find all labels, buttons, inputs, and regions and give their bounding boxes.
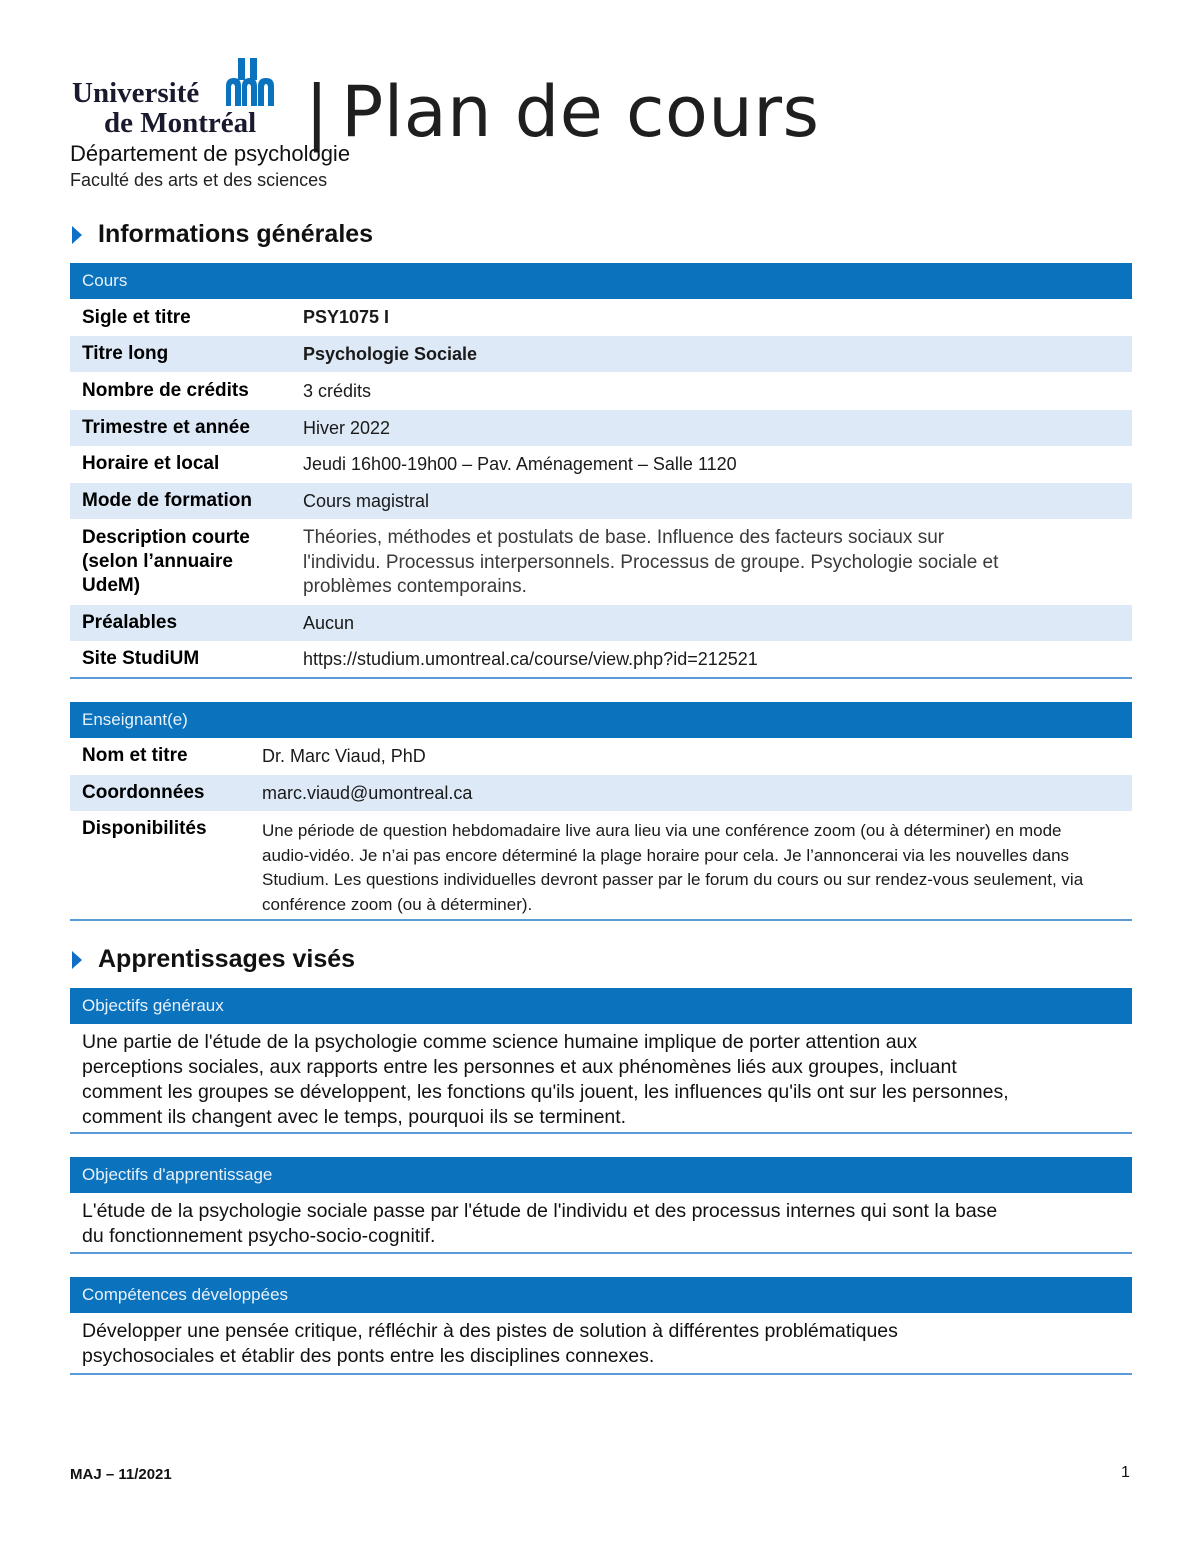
- title-text: Plan de cours: [341, 71, 820, 153]
- caret-right-icon: [72, 226, 82, 244]
- table-row: [70, 520, 1132, 604]
- table-row: [70, 447, 1132, 482]
- row-label: Titre long: [82, 343, 169, 364]
- udem-logo: [72, 56, 287, 140]
- table-row: [70, 739, 1132, 774]
- general-objectives-header: Objectifs généraux: [70, 988, 1132, 1024]
- section-heading-text: Apprentissages visés: [98, 945, 356, 973]
- paragraph-line: L'étude de la psychologie sociale passe par l'étude de l'individu et des processus internes qui sont la base: [82, 1200, 998, 1222]
- document-title: [305, 72, 819, 152]
- learning-objectives-text: [82, 1199, 1122, 1249]
- update-date: MAJ – 11/2021: [70, 1466, 172, 1483]
- row-value-line: audio-vidéo. Je n’ai pas encore déterminé la plage horaire pour cela. Je l’annoncerai via les nouvelles dans: [262, 845, 1070, 865]
- row-value-line: Une période de question hebdomadaire live aura lieu via une conférence zoom (ou à déterminer) en mode: [262, 821, 1062, 840]
- row-value-line: l'individu. Processus interpersonnels. Processus de groupe. Psychologie sociale et: [303, 551, 999, 573]
- block-bottom-rule: [70, 1252, 1132, 1254]
- title-separator: |: [305, 71, 330, 153]
- row-label: Mode de formation: [82, 490, 252, 511]
- table-bottom-rule: [70, 677, 1132, 679]
- table-row: [70, 812, 1132, 918]
- email-link[interactable]: marc.viaud@umontreal.ca: [262, 783, 473, 803]
- page-number: 1: [1121, 1464, 1130, 1481]
- table-row: [70, 300, 1132, 335]
- paragraph-line: du fonctionnement psycho-socio-cognitif.: [82, 1225, 436, 1247]
- section-heading-learning: [72, 945, 355, 974]
- row-label: Trimestre et année: [82, 417, 250, 438]
- row-label: Nombre de crédits: [82, 380, 249, 401]
- row-label: Nom et titre: [82, 745, 188, 766]
- paragraph-line: Développer une pensée critique, réfléchir à des pistes de solution à différentes problématiques: [82, 1320, 898, 1342]
- paragraph-line: comment les groupes se développent, les fonctions qu'ils jouent, les influences qu'ils ont sur les personnes,: [82, 1081, 1009, 1103]
- row-value-line: problèmes contemporains.: [303, 576, 527, 597]
- row-label: Préalables: [82, 612, 178, 633]
- row-label-line: (selon l’annuaire: [82, 551, 233, 572]
- row-value: [262, 819, 1083, 917]
- row-label: Horaire et local: [82, 453, 220, 474]
- block-bottom-rule: [70, 1132, 1132, 1134]
- skills-header: Compétences développées: [70, 1277, 1132, 1313]
- paragraph-line: psychosociales et établir des ponts entre les disciplines connexes.: [82, 1345, 655, 1367]
- learning-objectives-header: Objectifs d'apprentissage: [70, 1157, 1132, 1193]
- row-label: [82, 526, 250, 598]
- skills-text: [82, 1319, 1122, 1369]
- department-name: Département de psychologie: [70, 141, 351, 166]
- row-value: Aucun: [303, 613, 355, 633]
- faculty-name: Faculté des arts et des sciences: [70, 170, 328, 190]
- paragraph-line: Une partie de l'étude de la psychologie comme science humaine implique de porter attention aux: [82, 1031, 918, 1053]
- row-value: Cours magistral: [303, 491, 430, 511]
- general-objectives-text: [82, 1030, 1122, 1130]
- row-value: Hiver 2022: [303, 418, 391, 438]
- row-value: Jeudi 16h00-19h00 – Pav. Aménagement – Salle 1120: [303, 454, 737, 474]
- block-bottom-rule: [70, 1373, 1132, 1375]
- table-bottom-rule: [70, 919, 1132, 921]
- section-heading-general-info: [72, 220, 373, 249]
- row-label-line: Description courte: [82, 527, 250, 548]
- row-value-line: Studium. Les questions individuelles devront passer par le forum du cours ou sur rendez-vous seulement, via: [262, 870, 1084, 889]
- row-value-line: conférence zoom (ou à déterminer).: [262, 894, 533, 914]
- paragraph-line: comment ils changent avec le temps, pourquoi ils se terminent.: [82, 1106, 627, 1128]
- university-line-1: Université: [72, 77, 200, 109]
- row-label-line: UdeM): [82, 575, 141, 596]
- table-row: [70, 336, 1132, 372]
- table-row: [70, 483, 1132, 519]
- course-table-header: Cours: [70, 263, 1132, 299]
- row-value: Psychologie Sociale: [303, 344, 478, 364]
- row-value-line: Théories, méthodes et postulats de base. Influence des facteurs sociaux sur: [303, 527, 945, 548]
- table-row: [70, 605, 1132, 641]
- table-row: [70, 775, 1132, 811]
- section-heading-text: Informations générales: [98, 220, 374, 248]
- caret-right-icon: [72, 951, 82, 969]
- table-row: [70, 642, 1132, 677]
- row-value: PSY1075 I: [303, 307, 390, 327]
- row-label: Site StudiUM: [82, 648, 200, 669]
- table-row: [70, 410, 1132, 446]
- paragraph-line: perceptions sociales, aux rapports entre les personnes et aux phénomènes liés aux groupes, incluant: [82, 1056, 957, 1078]
- row-label: Coordonnées: [82, 782, 205, 803]
- row-value: [303, 526, 998, 600]
- row-label: Disponibilités: [82, 818, 207, 839]
- table-row: [70, 373, 1132, 409]
- university-line-2: de Montréal: [104, 107, 257, 139]
- teacher-table-header: Enseignant(e): [70, 702, 1132, 738]
- row-label: Sigle et titre: [82, 307, 191, 328]
- studium-link[interactable]: https://studium.umontreal.ca/course/view.php?id=212521: [303, 649, 758, 669]
- udem-emblem-icon: [224, 56, 280, 112]
- row-value: Dr. Marc Viaud, PhD: [262, 746, 426, 766]
- row-value: 3 crédits: [303, 381, 372, 401]
